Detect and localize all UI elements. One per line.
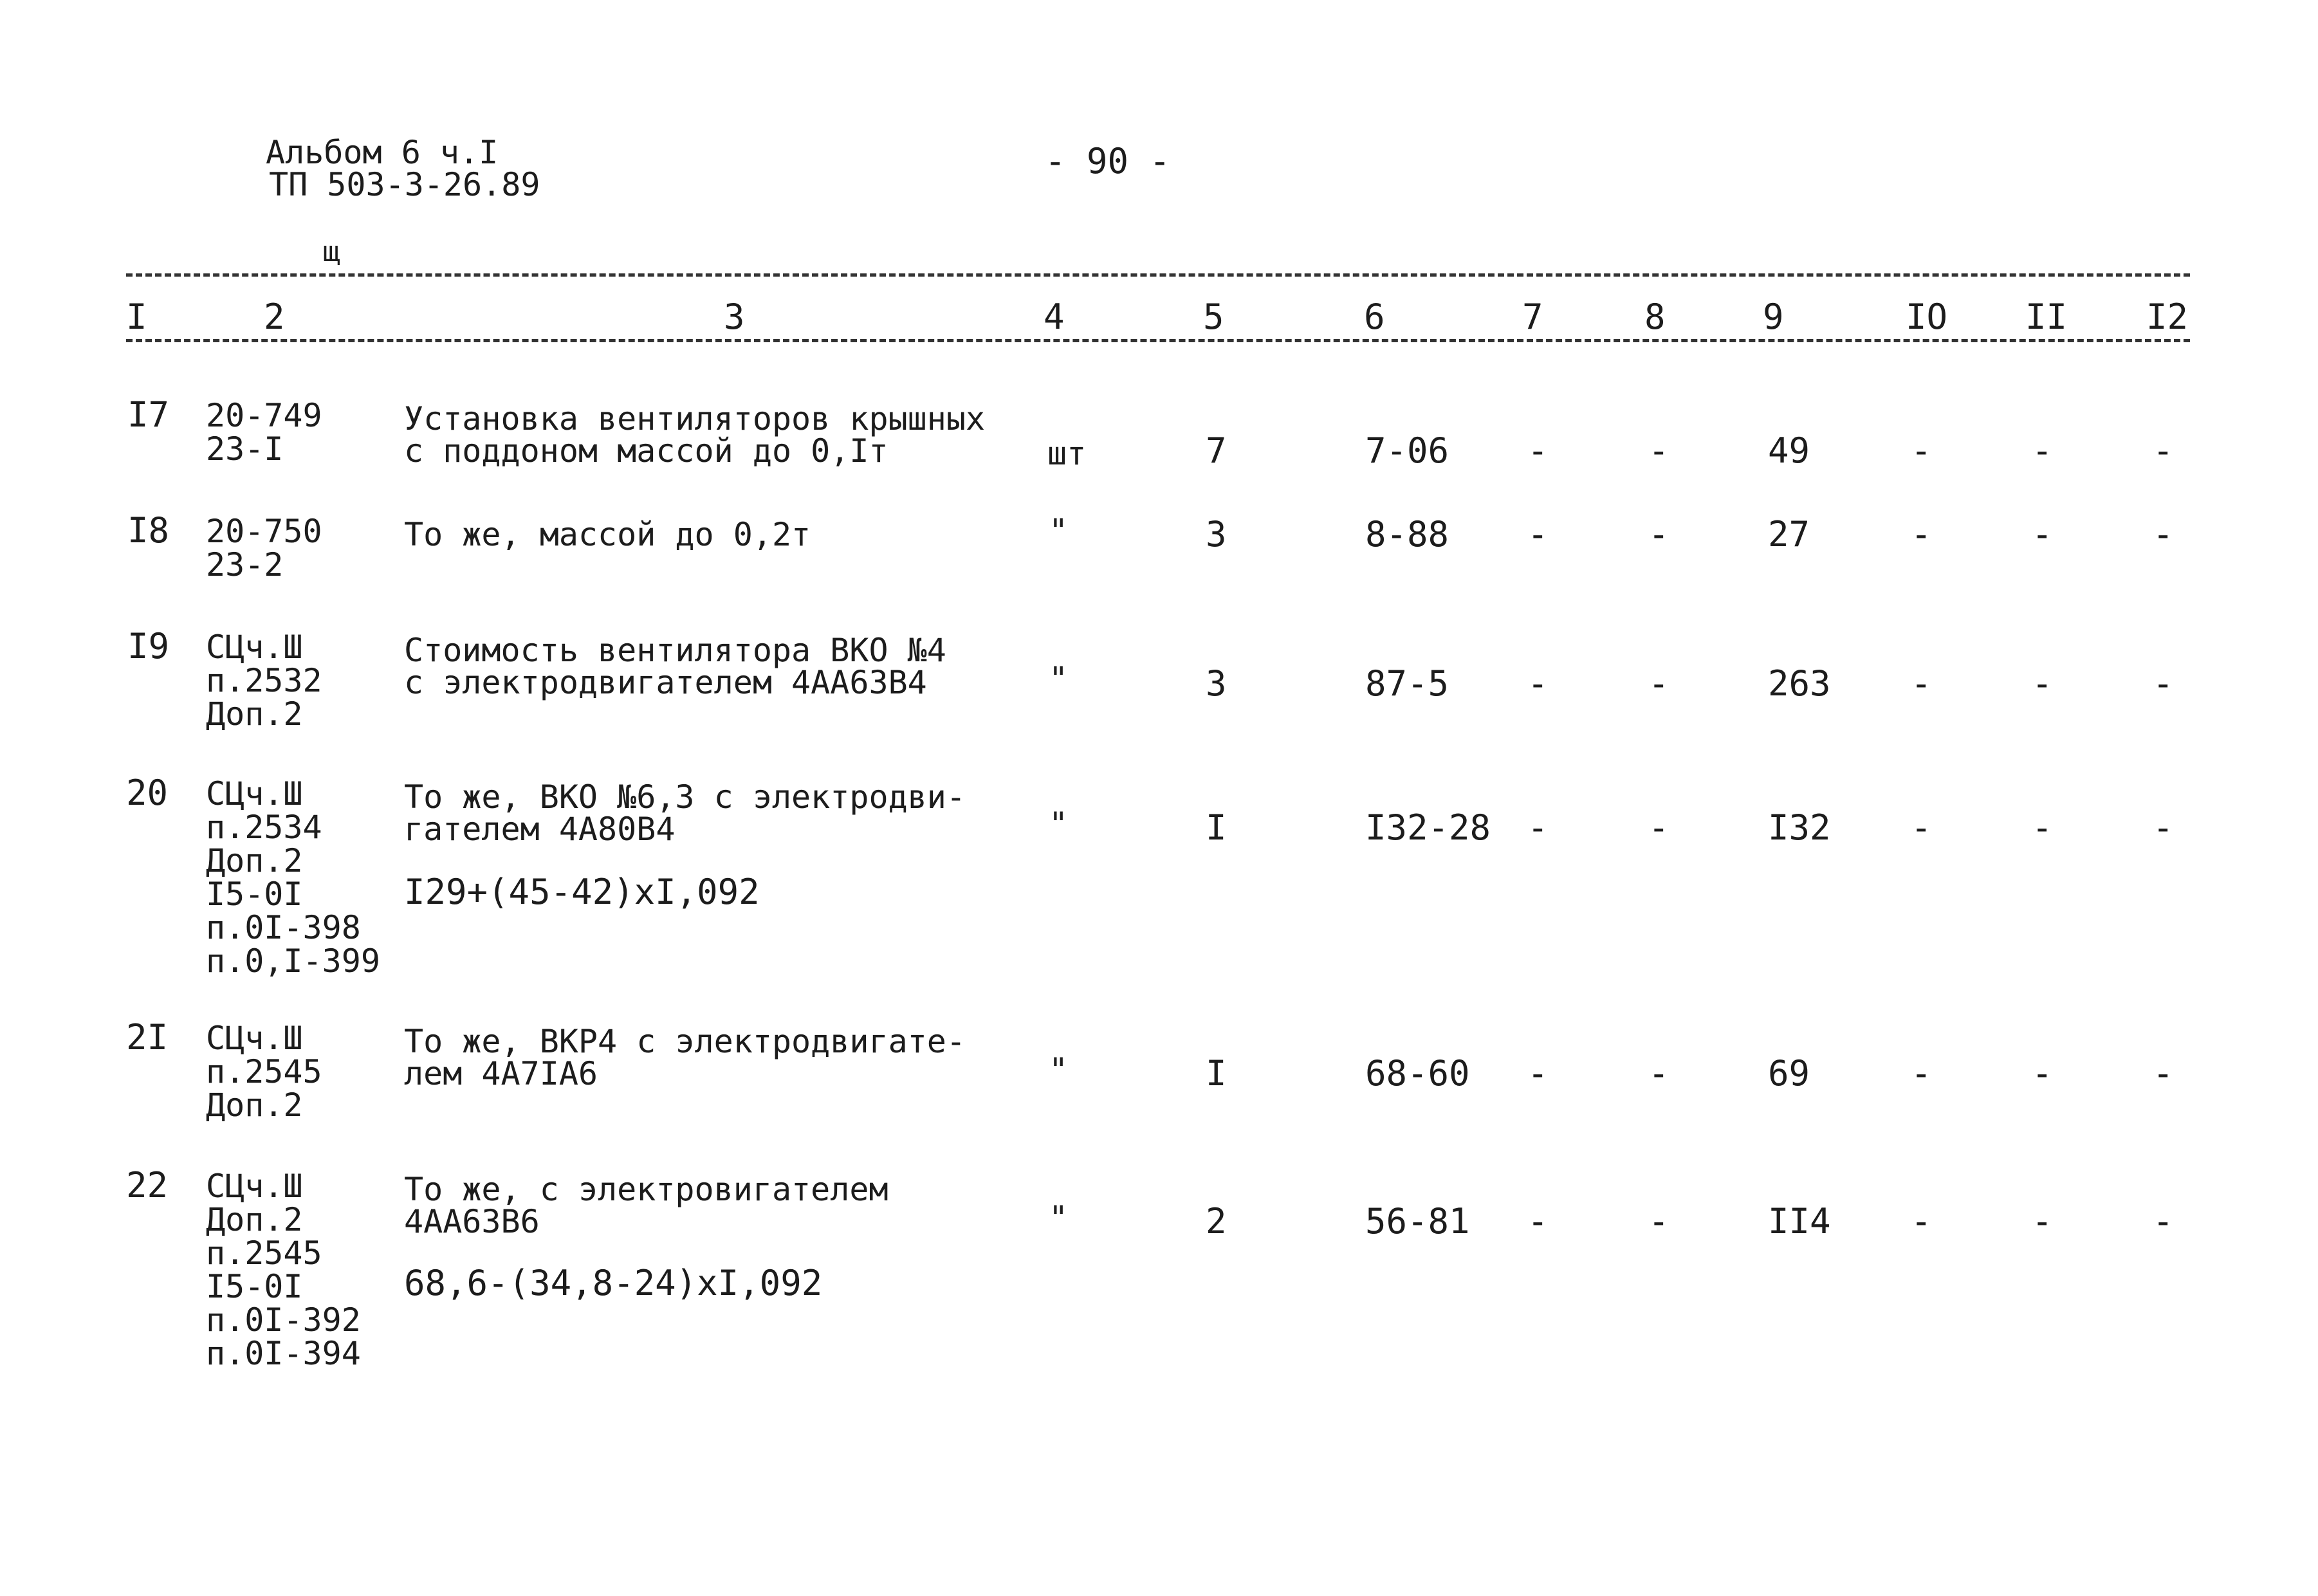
code-line: Доп.2 (206, 1087, 303, 1124)
column-number: 3 (724, 297, 745, 337)
col11-value: - (2032, 807, 2053, 848)
col7-value: - (1527, 807, 1549, 848)
col10-value: - (1911, 1053, 1932, 1094)
unit-value: шт (1047, 435, 1087, 472)
description-line: гателем 4А80В4 (404, 811, 676, 848)
code-line: п.0,I-399 (206, 942, 380, 980)
col10-value: - (1911, 663, 1932, 704)
column-number: IO (1906, 297, 1948, 337)
col9-value: II4 (1768, 1201, 1831, 1242)
description-line: 4АА63В6 (404, 1203, 540, 1240)
code-line: п.0I-398 (206, 909, 361, 946)
row-number: I8 (127, 510, 170, 551)
col7-value: - (1527, 514, 1549, 555)
col6-value: 68-60 (1365, 1053, 1470, 1094)
unit-value: " (1049, 660, 1069, 697)
description-line: То же, ВКО №6,3 с электродви- (404, 778, 966, 816)
col6-value: 8-88 (1365, 514, 1449, 555)
code-line: 23-2 (206, 546, 284, 583)
description-line: Стоимость вентилятора ВКО №4 (404, 632, 946, 669)
code-line: п.2545 (206, 1053, 322, 1090)
table-row (0, 1165, 2318, 1414)
code-line: п.2534 (206, 809, 322, 846)
col6-value: 56-81 (1365, 1201, 1470, 1242)
column-mark: щ (323, 235, 340, 268)
col12-value: - (2153, 514, 2174, 555)
description-line: То же, массой до 0,2т (404, 516, 811, 553)
table-header-rule (126, 339, 2190, 342)
table-top-rule (126, 273, 2190, 277)
column-number: I2 (2146, 297, 2189, 337)
column-number: 6 (1364, 297, 1385, 337)
col7-value: - (1527, 430, 1549, 471)
qty-value: I (1206, 1053, 1227, 1094)
col11-value: - (2032, 663, 2053, 704)
column-number: 8 (1644, 297, 1666, 337)
code-line: п.0I-394 (206, 1335, 361, 1372)
page-number: - 90 - (1045, 141, 1171, 181)
col11-value: - (2032, 514, 2053, 555)
col10-value: - (1911, 807, 1932, 848)
code-line: 20-750 (206, 513, 322, 550)
col10-value: - (1911, 514, 1932, 555)
column-number: 7 (1522, 297, 1543, 337)
col8-value: - (1648, 807, 1670, 848)
col7-value: - (1527, 1201, 1549, 1242)
code-line: СЦч.Ш (206, 1168, 303, 1205)
album-line: Альбом 6 ч.I (266, 134, 499, 171)
row-number: I9 (127, 626, 170, 666)
unit-value: " (1049, 805, 1069, 843)
col9-value: 27 (1768, 514, 1810, 555)
unit-value: " (1049, 512, 1069, 549)
col11-value: - (2032, 1053, 2053, 1094)
code-line: СЦч.Ш (206, 628, 303, 666)
code-line: п.0I-392 (206, 1301, 361, 1339)
row-number: 22 (126, 1165, 169, 1206)
column-number: 4 (1044, 297, 1065, 337)
col12-value: - (2153, 1201, 2174, 1242)
col10-value: - (1911, 1201, 1932, 1242)
qty-value: 7 (1206, 430, 1227, 471)
table-row (0, 773, 2318, 1022)
qty-value: 2 (1206, 1201, 1227, 1242)
description-line: с электродвигателем 4АА63В4 (404, 664, 927, 701)
code-line: Доп.2 (206, 842, 303, 879)
col11-value: - (2032, 430, 2053, 471)
col9-value: 49 (1768, 430, 1810, 471)
col9-value: 69 (1768, 1053, 1810, 1094)
col10-value: - (1911, 430, 1932, 471)
qty-value: 3 (1206, 663, 1227, 704)
col12-value: - (2153, 663, 2174, 704)
col12-value: - (2153, 430, 2174, 471)
project-line: ТП 503-3-26.89 (269, 166, 540, 203)
code-line: Доп.2 (206, 695, 303, 733)
col8-value: - (1648, 514, 1670, 555)
column-number: I (126, 297, 147, 337)
column-number: 5 (1203, 297, 1224, 337)
unit-value: " (1049, 1051, 1069, 1088)
code-line: I5-0I (206, 1268, 303, 1305)
col6-value: I32-28 (1365, 807, 1491, 848)
qty-value: I (1206, 807, 1227, 848)
column-number: II (2025, 297, 2068, 337)
description-line: То же, ВКР4 с электродвигате- (404, 1023, 966, 1060)
row-number: I7 (127, 394, 170, 435)
code-line: п.2532 (206, 662, 322, 699)
col8-value: - (1648, 1053, 1670, 1094)
col7-value: - (1527, 1053, 1549, 1094)
col8-value: - (1648, 663, 1670, 704)
col11-value: - (2032, 1201, 2053, 1242)
row-number: 20 (126, 773, 169, 813)
qty-value: 3 (1206, 514, 1227, 555)
code-line: СЦч.Ш (206, 775, 303, 812)
calculation-formula: I29+(45-42)хI,092 (404, 872, 760, 912)
description-line: Установка вентиляторов крышных (404, 400, 986, 437)
calculation-formula: 68,6-(34,8-24)хI,092 (404, 1263, 823, 1303)
column-number: 9 (1763, 297, 1784, 337)
description-line: с поддоном массой до 0,Iт (404, 432, 888, 470)
column-number: 2 (264, 297, 285, 337)
col9-value: 263 (1768, 663, 1831, 704)
code-line: СЦч.Ш (206, 1020, 303, 1057)
row-number: 2I (126, 1017, 169, 1058)
col6-value: 87-5 (1365, 663, 1449, 704)
col6-value: 7-06 (1365, 430, 1449, 471)
col8-value: - (1648, 1201, 1670, 1242)
col9-value: I32 (1768, 807, 1831, 848)
col8-value: - (1648, 430, 1670, 471)
code-line: Доп.2 (206, 1201, 303, 1238)
code-line: I5-0I (206, 876, 303, 913)
col12-value: - (2153, 807, 2174, 848)
description-line: То же, с электровигателем (404, 1171, 888, 1208)
code-line: п.2545 (206, 1234, 322, 1272)
col12-value: - (2153, 1053, 2174, 1094)
unit-value: " (1049, 1199, 1069, 1236)
code-line: 23-I (206, 430, 284, 468)
col7-value: - (1527, 663, 1549, 704)
code-line: 20-749 (206, 397, 322, 434)
description-line: лем 4А7IА6 (404, 1055, 598, 1092)
